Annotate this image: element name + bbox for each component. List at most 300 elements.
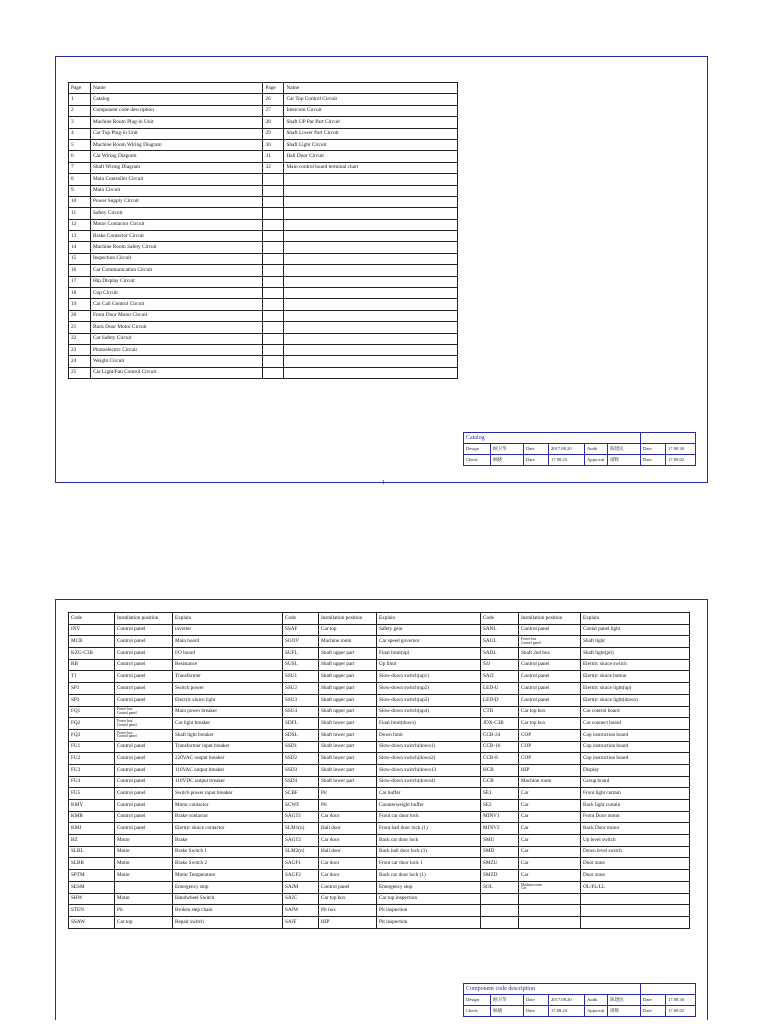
catalog-page-number: 7 — [69, 162, 91, 173]
installation-position-cell: Car top box — [519, 706, 581, 718]
catalog-page-number: 29 — [263, 128, 284, 139]
explain-cell: Shaft light(pit) — [581, 648, 690, 660]
approver-name: 谭辉 — [607, 455, 640, 466]
explain-cell — [581, 916, 690, 928]
code-cell: JDX-C3B — [481, 718, 519, 730]
catalog-page-name: Car Wiring Diagram — [90, 151, 263, 162]
explain-cell: Front Door motor — [581, 811, 690, 823]
code-cell: SAJJ — [481, 671, 519, 683]
code-row — [69, 776, 690, 788]
code-row — [69, 893, 690, 905]
code-cell: SPTM — [69, 870, 115, 882]
catalog-page-name: Cop Circuit — [90, 288, 263, 299]
code-cell: SUSL — [283, 659, 319, 671]
code-cell: SE1 — [481, 788, 519, 800]
catalog-row — [69, 105, 458, 116]
code-cell: RB — [69, 659, 115, 671]
explain-cell: Front car door lock 1 — [377, 858, 481, 870]
component-code-table — [68, 612, 690, 929]
explain-cell: Shaft light breaker — [173, 729, 283, 741]
catalog-page-name: Main Controller Circuit — [90, 174, 263, 185]
catalog-row — [69, 367, 458, 378]
catalog-row — [69, 231, 458, 242]
catalog-page-number: 5 — [69, 139, 91, 150]
audit-label: Audit — [584, 995, 607, 1006]
explain-cell: OL/FL/LL — [581, 881, 690, 893]
code-cell: CCB-8 — [481, 753, 519, 765]
catalog-page-name: Front Door Motor Circuit — [90, 310, 263, 321]
catalog-page-name: Photoelectric Circuit — [90, 344, 263, 355]
header-name: Name — [284, 83, 458, 94]
design-label: Design — [463, 444, 490, 455]
explain-cell: Door zone — [581, 858, 690, 870]
code-row — [69, 741, 690, 753]
explain-cell: Door zone — [581, 870, 690, 882]
code-cell: SAUL — [481, 636, 519, 648]
auditor-name: 陈建民 — [607, 444, 640, 455]
catalog-page-name: Machine Room Wiring Diagram — [90, 139, 263, 150]
header-installation-position: Installation position — [115, 613, 173, 625]
installation-position-cell: COP — [519, 753, 581, 765]
installation-position-cell: Shaft lower part — [319, 776, 377, 788]
installation-position-cell: Car door — [319, 811, 377, 823]
code-cell: SLM1(n) — [283, 823, 319, 835]
installation-position-cell: Motor — [115, 846, 173, 858]
designer-name: 顾卫华 — [490, 444, 523, 455]
code-cell: SSD2 — [283, 753, 319, 765]
explain-cell — [581, 905, 690, 917]
catalog-page-name: Safety Circuit — [90, 208, 263, 219]
catalog-page-name — [284, 208, 458, 219]
catalog-page-number — [263, 196, 284, 207]
installation-position-cell: Control panel — [115, 683, 173, 695]
code-cell: SLM2(n) — [283, 846, 319, 858]
catalog-page-name: Car Safety Circuit — [90, 333, 263, 344]
catalog-page-number: 16 — [69, 265, 91, 276]
catalog-page-name — [284, 367, 458, 378]
catalog-page-name: Machine Room Safety Circuit — [90, 242, 263, 253]
code-cell: CCB-24 — [481, 729, 519, 741]
explain-cell: Up level switch — [581, 835, 690, 847]
code-cell: SAJW — [283, 905, 319, 917]
installation-position-cell: Power box Control panel — [115, 706, 173, 718]
installation-position-cell: Car — [519, 788, 581, 800]
design-date: 2017.08.20 — [548, 995, 584, 1006]
code-row — [69, 905, 690, 917]
header-installation-position: Installation position — [319, 613, 377, 625]
code-cell: KMB — [69, 811, 115, 823]
catalog-page-number: 15 — [69, 253, 91, 264]
code-cell: SAJC — [283, 893, 319, 905]
explain-cell: Display — [581, 764, 690, 776]
catalog-page-number — [263, 174, 284, 185]
code-cell: MINV1 — [481, 811, 519, 823]
catalog-page-name — [284, 310, 458, 321]
installation-position-cell: Control panel — [519, 624, 581, 636]
explain-cell: Motor contactor — [173, 800, 283, 812]
catalog-row — [69, 288, 458, 299]
installation-position-cell: Control panel — [115, 800, 173, 812]
catalog-row — [69, 276, 458, 287]
catalog-page-name: Catalog — [90, 94, 263, 105]
explain-cell: Emergency stop — [173, 881, 283, 893]
catalog-row — [69, 219, 458, 230]
code-cell: INV — [69, 624, 115, 636]
code-row — [69, 846, 690, 858]
date-label: Date — [523, 444, 548, 455]
explain-cell: Car speed governor — [377, 636, 481, 648]
catalog-page-name — [284, 196, 458, 207]
catalog-row — [69, 322, 458, 333]
catalog-page-name: Power Supply Circuit — [90, 196, 263, 207]
installation-position-cell: Machine room — [519, 776, 581, 788]
catalog-row — [69, 151, 458, 162]
explain-cell: Final limit(up) — [377, 648, 481, 660]
code-row — [69, 624, 690, 636]
installation-position-cell: HIP — [519, 764, 581, 776]
code-row — [69, 764, 690, 776]
installation-position-cell: Control panel — [115, 659, 173, 671]
code-row — [69, 800, 690, 812]
explain-cell: Down limit — [377, 729, 481, 741]
explain-cell: Switch power — [173, 683, 283, 695]
installation-position-cell: Control panel — [115, 694, 173, 706]
catalog-page-number: 3 — [69, 117, 91, 128]
catalog-row — [69, 162, 458, 173]
approval-date: 17.09.02 — [666, 1006, 696, 1017]
approver-name: 谭辉 — [607, 1006, 640, 1017]
header-page: Page — [263, 83, 284, 94]
catalog-page-number — [263, 288, 284, 299]
header-code: Code — [481, 613, 519, 625]
explain-cell: Back light curtain — [581, 800, 690, 812]
design-date: 2017.08.20 — [548, 444, 584, 455]
installation-position-cell: Pit — [319, 788, 377, 800]
catalog-page-name: Motor Contactor Circuit — [90, 219, 263, 230]
catalog-page-name — [284, 276, 458, 287]
installation-position-cell: Control panel — [115, 753, 173, 765]
installation-position-cell: Pit — [115, 905, 173, 917]
code-cell: SAJM — [283, 881, 319, 893]
catalog-page-number: 11 — [69, 208, 91, 219]
catalog-page-number — [263, 185, 284, 196]
installation-position-cell: HIP — [319, 916, 377, 928]
installation-position-cell: Shaft upper part — [319, 648, 377, 660]
installation-position-cell: Control panel — [115, 624, 173, 636]
catalog-page-number: 24 — [69, 356, 91, 367]
installation-position-cell: Shaft lower part — [319, 753, 377, 765]
code-cell: SCWF — [283, 800, 319, 812]
explain-cell: Elertric sluice light(down) — [581, 694, 690, 706]
code-row — [69, 648, 690, 660]
installation-position-cell: COP — [519, 729, 581, 741]
explain-cell: Slow-down switch(down4) — [377, 776, 481, 788]
installation-position-cell: Shaft lower part — [319, 718, 377, 730]
catalog-page-name: Machine Room Plug-in Unit — [90, 117, 263, 128]
header-explain: Explain — [173, 613, 283, 625]
explain-cell: Back car door lock (1) — [377, 870, 481, 882]
code-cell: FU4 — [69, 776, 115, 788]
code-row — [69, 788, 690, 800]
catalog-page-name: Hall Door Circuit — [284, 151, 458, 162]
explain-cell: Slow-down switch(up4) — [377, 706, 481, 718]
approval-label: Approval — [584, 1006, 607, 1017]
check-date: 17.08.23 — [548, 455, 584, 466]
check-label: Check — [463, 1006, 490, 1017]
catalog-page-number — [263, 253, 284, 264]
installation-position-cell: COP — [519, 741, 581, 753]
catalog-page-name — [284, 265, 458, 276]
catalog-row — [69, 174, 458, 185]
explain-cell: Transformer — [173, 671, 283, 683]
explain-cell: Up limit — [377, 659, 481, 671]
installation-position-cell: Machine room Car — [519, 881, 581, 893]
catalog-page-number: 28 — [263, 117, 284, 128]
catalog-page-name: Brake Contactor Circuit — [90, 231, 263, 242]
installation-position-cell: Car — [519, 846, 581, 858]
audit-date: 17.08.30 — [666, 995, 696, 1006]
code-row — [69, 916, 690, 928]
explain-cell: Repair switch — [173, 916, 283, 928]
catalog-page-name — [284, 219, 458, 230]
catalog-page-name — [284, 356, 458, 367]
explain-cell: Main board — [173, 636, 283, 648]
code-cell: SDSL — [283, 729, 319, 741]
installation-position-cell: Pit box — [319, 905, 377, 917]
explain-cell: Broken step chain — [173, 905, 283, 917]
code-cell: SAJF — [283, 916, 319, 928]
catalog-page-number: 8 — [69, 174, 91, 185]
explain-cell: Car control board — [581, 706, 690, 718]
catalog-page-number — [263, 356, 284, 367]
catalog-page-name: Weight Circuit — [90, 356, 263, 367]
catalog-row — [69, 128, 458, 139]
installation-position-cell: Shaft lower part — [319, 729, 377, 741]
catalog-page-number: 4 — [69, 128, 91, 139]
explain-cell: Elertric sluice switch — [581, 659, 690, 671]
installation-position-cell: Control panel — [115, 671, 173, 683]
date-label: Date — [641, 995, 666, 1006]
catalog-page-name: Shaft Lower Part Circuit — [284, 128, 458, 139]
design-label: Design — [463, 995, 490, 1006]
code-cell: FU1 — [69, 741, 115, 753]
catalog-row — [69, 344, 458, 355]
catalog-page-name — [284, 174, 458, 185]
explain-cell: Cop instruction board — [581, 753, 690, 765]
installation-position-cell: Car — [519, 835, 581, 847]
code-cell: SAGT1 — [283, 811, 319, 823]
explain-cell: Brake — [173, 835, 283, 847]
code-cell: SANL — [481, 624, 519, 636]
code-cell: FQ1 — [69, 706, 115, 718]
code-cell: SAGF2 — [283, 870, 319, 882]
catalog-table — [68, 82, 458, 379]
installation-position-cell: Car top box — [519, 718, 581, 730]
code-cell: SAGT2 — [283, 835, 319, 847]
installation-position-cell: Car top — [319, 624, 377, 636]
explain-cell: Counterweight buffer — [377, 800, 481, 812]
catalog-page-number: 22 — [69, 333, 91, 344]
installation-position-cell: Motor — [115, 858, 173, 870]
catalog-page-number: 13 — [69, 231, 91, 242]
code-cell: SE2 — [481, 800, 519, 812]
code-cell: FQ3 — [69, 729, 115, 741]
code-row — [69, 671, 690, 683]
catalog-row — [69, 310, 458, 321]
drawing-title: Catalog — [463, 433, 640, 444]
code-cell: KMJ — [69, 823, 115, 835]
installation-position-cell — [519, 893, 581, 905]
installation-position-cell: Control panel — [115, 823, 173, 835]
catalog-page-name: Intercom Circuit — [284, 105, 458, 116]
code-cell: SSU2 — [283, 683, 319, 695]
catalog-row — [69, 242, 458, 253]
explain-cell: 110VDC output breaker — [173, 776, 283, 788]
catalog-page-name — [284, 288, 458, 299]
installation-position-cell: Car — [519, 858, 581, 870]
code-row — [69, 694, 690, 706]
explain-cell: Car connect board — [581, 718, 690, 730]
installation-position-cell: Control panel — [519, 694, 581, 706]
header-code: Code — [69, 613, 115, 625]
catalog-page-number: 30 — [263, 139, 284, 150]
explain-cell: Elertric sluice light(up) — [581, 683, 690, 695]
explain-cell: I/O board — [173, 648, 283, 660]
installation-position-cell — [519, 916, 581, 928]
explain-cell: Main power breaker — [173, 706, 283, 718]
code-cell: FU3 — [69, 764, 115, 776]
header-code: Code — [283, 613, 319, 625]
explain-cell: 110VAC output breaker — [173, 764, 283, 776]
catalog-page-number — [263, 333, 284, 344]
check-label: Check — [463, 455, 490, 466]
explain-cell: Handwheel Switch — [173, 893, 283, 905]
header-explain: Explain — [581, 613, 690, 625]
installation-position-cell: Motor — [115, 870, 173, 882]
code-cell: SJJ — [481, 659, 519, 671]
code-row — [69, 683, 690, 695]
catalog-page-name — [284, 344, 458, 355]
installation-position-cell: Shaft lower part — [319, 741, 377, 753]
installation-position-cell: Power box Control panel — [519, 636, 581, 648]
explain-cell: Slow-down switch(up1) — [377, 671, 481, 683]
header-name: Name — [90, 83, 263, 94]
catalog-page-number — [263, 219, 284, 230]
catalog-page-number: 26 — [263, 94, 284, 105]
date-label: Date — [641, 444, 666, 455]
catalog-header-row — [69, 83, 458, 94]
explain-cell: Switch power input breaker — [173, 788, 283, 800]
installation-position-cell: Power box Control panel — [115, 718, 173, 730]
code-cell: HCB — [481, 764, 519, 776]
catalog-row — [69, 265, 458, 276]
code-cell: SP1 — [69, 683, 115, 695]
code-cell: GCB — [481, 776, 519, 788]
code-row — [69, 636, 690, 648]
code-cell: STEN — [69, 905, 115, 917]
code-row — [69, 823, 690, 835]
code-cell: LED-U — [481, 683, 519, 695]
drawing-title: Component code description — [463, 984, 640, 995]
catalog-page-number — [263, 265, 284, 276]
code-cell: LED-D — [481, 694, 519, 706]
explain-cell: Resistance — [173, 659, 283, 671]
code-cell: BZ — [69, 835, 115, 847]
catalog-page-number — [263, 231, 284, 242]
explain-cell: Car light breaker — [173, 718, 283, 730]
catalog-page-number: 19 — [69, 299, 91, 310]
explain-cell: Cop instruction board — [581, 729, 690, 741]
explain-cell: inverter — [173, 624, 283, 636]
approval-label: Approval — [584, 455, 607, 466]
approval-date: 17.09.02 — [666, 455, 696, 466]
explain-cell: Pit inspection — [377, 916, 481, 928]
date-label: Date — [523, 995, 548, 1006]
date-label: Date — [641, 455, 666, 466]
explain-cell: Car buffer — [377, 788, 481, 800]
code-cell: KZG-C3B — [69, 648, 115, 660]
code-cell: SMZU — [481, 858, 519, 870]
catalog-page-name — [284, 322, 458, 333]
catalog-page-number — [263, 322, 284, 333]
catalog-row — [69, 196, 458, 207]
installation-position-cell: Control panel — [115, 764, 173, 776]
code-cell: SGOV — [283, 636, 319, 648]
installation-position-cell: Hall door — [319, 823, 377, 835]
explain-cell: Brake Switch 1 — [173, 846, 283, 858]
explain-cell: Slow-down switch(up3) — [377, 694, 481, 706]
installation-position-cell: Shaft upper part — [319, 659, 377, 671]
code-cell: FQ2 — [69, 718, 115, 730]
catalog-page-number: 12 — [69, 219, 91, 230]
catalog-page-number — [263, 299, 284, 310]
code-header-row — [69, 613, 690, 625]
code-cell: SSU4 — [283, 706, 319, 718]
installation-position-cell: Control panel — [115, 776, 173, 788]
explain-cell: Final limit(down) — [377, 718, 481, 730]
code-cell: SP2 — [69, 694, 115, 706]
code-cell: SSAW — [69, 916, 115, 928]
installation-position-cell: Control panel — [115, 648, 173, 660]
catalog-row — [69, 356, 458, 367]
code-row — [69, 718, 690, 730]
explain-cell: Group board — [581, 776, 690, 788]
explain-cell: Emergency stop — [377, 881, 481, 893]
code-cell: SSAF — [283, 624, 319, 636]
catalog-page-number: 31 — [263, 151, 284, 162]
catalog-page-name: Shaft UP Par Part Circuit — [284, 117, 458, 128]
catalog-page-number — [263, 276, 284, 287]
explain-cell: Car top inspection — [377, 893, 481, 905]
code-cell: SCBF — [283, 788, 319, 800]
component-code-page — [55, 599, 708, 1020]
explain-cell: Elertric sluice button — [581, 671, 690, 683]
catalog-page-number: 9 — [69, 185, 91, 196]
catalog-page-name: Car Communication Circuit — [90, 265, 263, 276]
code-cell: SAGF1 — [283, 858, 319, 870]
code-cell: SHW — [69, 893, 115, 905]
code-row — [69, 858, 690, 870]
date-label: Date — [523, 1006, 548, 1017]
explain-cell — [581, 893, 690, 905]
explain-cell: Slow-down switch(down13 — [377, 764, 481, 776]
explain-cell: Safety gear — [377, 624, 481, 636]
code-cell: SMD — [481, 846, 519, 858]
explain-cell: Slow-down switch(up2) — [377, 683, 481, 695]
installation-position-cell: Control panel — [519, 671, 581, 683]
catalog-row — [69, 253, 458, 264]
code-row — [69, 881, 690, 893]
